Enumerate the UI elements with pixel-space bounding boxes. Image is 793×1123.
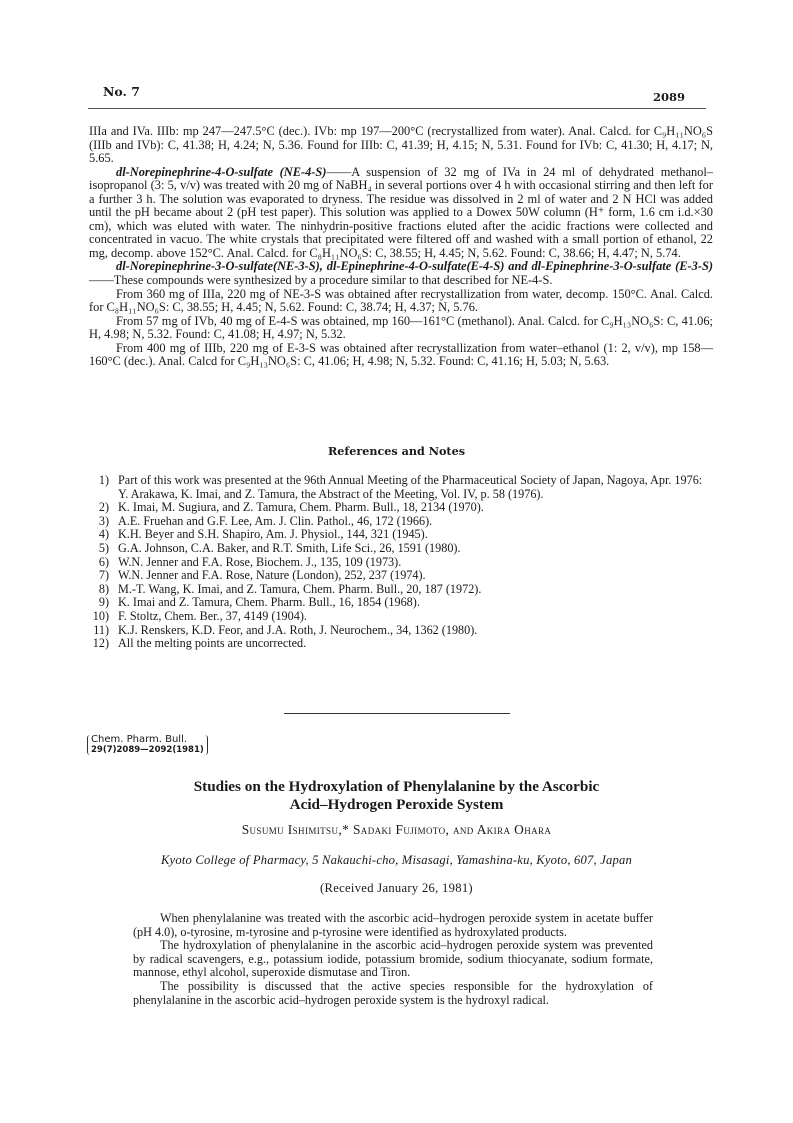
reference-text: F. Stoltz, Chem. Ber., 37, 4149 (1904). (118, 608, 307, 623)
reference-number: 10) (92, 608, 109, 623)
reference-number: 8) (98, 581, 109, 596)
experimental-section (89, 125, 713, 369)
abstract (133, 912, 653, 1007)
reference-item (89, 610, 709, 624)
reference-number: 4) (98, 527, 109, 542)
reference-number: 5) (98, 540, 109, 555)
reference-item (89, 556, 709, 570)
article-title-line: Studies on the Hydroxylation of Phenylalanine by the Ascorbic (193, 778, 600, 795)
reference-number: 9) (98, 595, 109, 610)
page-number: 2089 (653, 90, 686, 104)
reference-number: 7) (98, 568, 109, 583)
reference-item (89, 501, 709, 515)
section-divider (284, 713, 510, 714)
header-rule (88, 108, 706, 109)
reference-item (89, 596, 709, 610)
reference-item (89, 624, 709, 638)
author-affiliation: Kyoto College of Pharmacy, 5 Nakauchi-cho, Misasagi, Yamashina-ku, Kyoto, 607, Japan (160, 853, 633, 867)
reference-item (89, 528, 709, 542)
reference-item (89, 583, 709, 597)
reference-text: K. Imai and Z. Tamura, Chem. Pharm. Bull., 16, 1854 (1968). (118, 595, 420, 610)
article-title-line: Acid–Hydrogen Peroxide System (289, 795, 504, 813)
paragraph-continued: IIIa and IVa. IIIb: mp 247—247.5°C (dec.). IVb: mp 197—200°C (recrystallized from water). Anal. Calcd. for C₉H₁₁NO₆S (IIIb and IVb): C, 41.38; H, 4.24; N, 5.36. Found for IIIb: C, 41.39; H, 4.15; N, 5.31. Found for IVb: C, 41.30; H, 4.17; N, 5.65. (89, 124, 713, 166)
reference-text: K. Imai, M. Sugiura, and Z. Tamura, Chem. Pharm. Bull., 18, 2134 (1970). (118, 500, 484, 515)
journal-citation-box (87, 735, 208, 755)
abstract-paragraph: When phenylalanine was treated with the ascorbic acid–hydrogen peroxide system in acetate buffer (pH 4.0), o-tyrosine, m-tyrosine and p-tyrosine were identified as hydroxylated products. (133, 911, 653, 939)
paragraph-ne3s: From 360 mg of IIIa, 220 mg of NE-3-S was obtained after recrystallization from water, decomp. 150°C. Anal. Calcd. for C₈H₁₁NO₆S: C, 38.55; H, 4.45; N, 5.62. Found: C, 38.74; H, 4.37; N, 5.76. (89, 286, 713, 315)
reference-number: 6) (98, 554, 109, 569)
article-title (150, 778, 643, 813)
reference-text: K.J. Renskers, K.D. Feor, and J.A. Roth, J. Neurochem., 34, 1362 (1980). (118, 622, 478, 637)
compound-heading: dl-Norepinephrine-4-O-sulfate (NE-4-S) (116, 164, 327, 179)
reference-item (89, 474, 709, 501)
journal-volume-pages: 29(7)2089—2092(1981) (91, 745, 204, 755)
reference-item (89, 637, 709, 651)
reference-number: 11) (93, 622, 109, 637)
journal-name: Chem. Pharm. Bull. (91, 734, 188, 745)
paragraph-e4s: From 57 mg of IVb, 40 mg of E-4-S was obtained, mp 160—161°C (methanol). Anal. Calcd. for C₉H₁₃NO₆S: C, 41.06; H, 4.98; N, 5.32. Found: C, 41.08; H, 4.97; N, 5.32. (89, 313, 713, 342)
reference-text: A.E. Fruehan and G.F. Lee, Am. J. Clin. Pathol., 46, 172 (1966). (118, 513, 433, 528)
reference-number: 1) (98, 473, 109, 487)
reference-text: W.N. Jenner and F.A. Rose, Nature (London), 252, 237 (1974). (118, 568, 426, 583)
reference-item (89, 515, 709, 529)
abstract-paragraph: The possibility is discussed that the active species responsible for the hydroxylation of phenylalanine in the ascorbic acid–hydrogen peroxide system is the hydroxyl radical. (133, 978, 653, 1007)
paragraph-e3s: From 400 mg of IIIb, 220 mg of E-3-S was obtained after recrystallization from water–ethanol (1: 2, v/v), mp 158—160°C (dec.). Anal. Calcd for C₉H₁₃NO₆S: C, 41.06; H, 4.98; N, 5.32. Found: C, 41.16; H, 5.03; N, 5.63. (89, 340, 713, 369)
reference-text: M.-T. Wang, K. Imai, and Z. Tamura, Chem. Pharm. Bull., 20, 187 (1972). (118, 581, 482, 596)
references-heading: References and Notes (328, 444, 465, 458)
article-authors: Susumu Ishimitsu,* Sadaki Fujimoto, and Akira Ohara (241, 822, 552, 837)
issue-number: No. 7 (103, 84, 140, 99)
paragraph-text: ——These compounds were synthesized by a procedure similar to that described for NE-4-S. (89, 273, 553, 288)
reference-text: All the melting points are uncorrected. (118, 636, 307, 651)
paragraph-ne4s (89, 166, 713, 261)
reference-text: Part of this work was presented at the 96th Annual Meeting of the Pharmaceutical Society of Japan, Nagoya, Apr. 1976: Y. Arakawa, K. Imai, and Z. Tamura, the Abstract of the Meeting, Vol. IV, p. 58 (1976). (118, 473, 703, 501)
reference-number: 2) (98, 500, 109, 515)
reference-text: G.A. Johnson, C.A. Baker, and R.T. Smith, Life Sci., 26, 1591 (1980). (118, 540, 461, 555)
references-list (89, 474, 709, 651)
reference-item (89, 542, 709, 556)
abstract-paragraph: The hydroxylation of phenylalanine in the ascorbic acid–hydrogen peroxide system was prevented by radical scavengers, e.g., potassium iodide, potassium bromide, sodium thiocyanate, sodium formate, mannose, ethyl alcohol, superoxide dismutase and Tiron. (133, 938, 653, 980)
paragraph-text: ——A suspension of 32 mg of IVa in 24 ml of dehydrated methanol–isopropanol (3: 5, v/v) was treated with 20 mg of NaBH₄ in several portions over 4 h with occasional stirring and then left for a further 3 h. The solution was evaporated to dryness. The residue was dissolved in 2 ml of water and 2 N HCl was added until the pH became about 2 (pH test paper). This solution was applied to a Dowex 50W column (H⁺ form, 1.6 cm i.d.×30 cm), which was eluted with water. The ninhydrin-positive fractions eluted after the acidic fractions were collected and concentrated in vacuo. The white crystals that precipitated were filtered off and washed with a small portion of ethanol, 22 mg, decomp. above 152°C. Anal. Calcd. for C₈H₁₁NO₆S: C, 38.55; H, 4.45; N, 5.62. Found: C, 38.66; H, 4.47; N, 5.74. (89, 164, 713, 260)
reference-text: K.H. Beyer and S.H. Shapiro, Am. J. Physiol., 144, 321 (1945). (118, 527, 428, 542)
reference-item (89, 569, 709, 583)
compound-heading: dl-Norepinephrine-3-O-sulfate(NE-3-S), dl-Epinephrine-4-O-sulfate(E-4-S) and dl-Epinephrine-3-O-sulfate (E-3-S) (116, 259, 713, 274)
paragraph-ne3s-e4s-e3s (89, 260, 713, 287)
reference-number: 12) (92, 636, 109, 651)
reference-number: 3) (98, 513, 109, 528)
received-date: (Received January 26, 1981) (320, 881, 473, 895)
reference-text: W.N. Jenner and F.A. Rose, Biochem. J., 135, 109 (1973). (118, 554, 402, 569)
